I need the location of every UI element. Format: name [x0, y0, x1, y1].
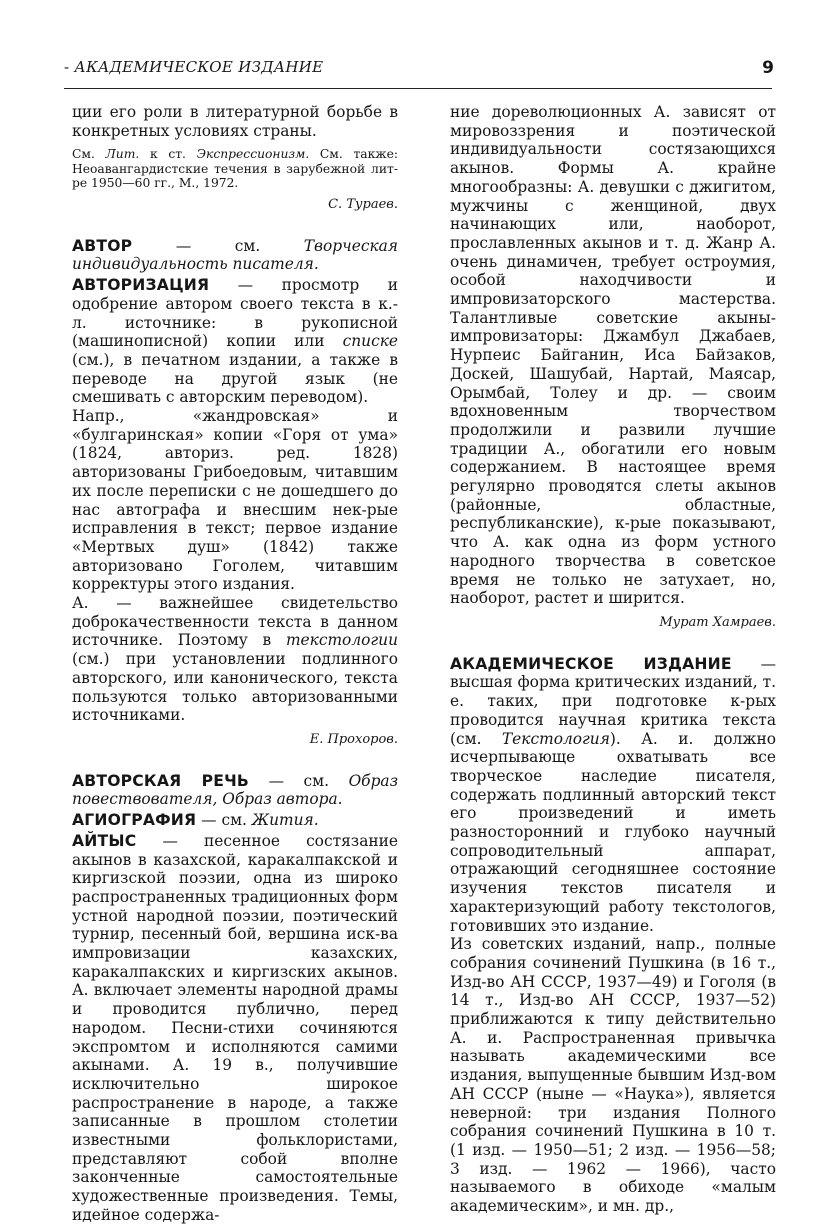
continued-paragraph: ции его роли в литературной борьбе в конкретных условиях страны. [72, 103, 398, 140]
continued-paragraph: ние дореволюционных А. зависят от мировоззрения и поэтической индивидуальности состязающихся акынов. Формы А. крайне многообразны: А. девушки с джигитом, мужчины с женщиной, двух начинающих или, наоборот, прославленных акынов и т. д. Жанр А. очень динамичен, требует остроумия, особой находчивости и импровизаторского мастерства. Талантливые советские акыны-импровизаторы: Джамбул Джабаев, Нурпеис Байганин, Иса Байзаков, Доскей, Шашубай, Нартай, Маясар, Орымбай, Толеу и др. — своим вдохновенным творчеством продолжили и развили лучшие традиции А., обогатили его новым содержанием. В настоящее время регулярно проводятся слеты акынов (районные, областные, республиканские), к-рые показывают, что А. как одна из форм устного народного творчества в советское время не только не затухает, но, наоборот, растет и ширится. [450, 103, 776, 608]
running-head: - АКАДЕМИЧЕСКОЕ ИЗДАНИЕ [64, 58, 324, 76]
headword: АВТОРСКАЯ РЕЧЬ [72, 771, 250, 790]
author-signature: Е. Прохоров. [309, 732, 398, 747]
headword: АЙТЫС [72, 831, 137, 850]
right-column [450, 103, 776, 1216]
headword: АВТОРИЗАЦИЯ [72, 276, 210, 295]
paragraph: Из советских изданий, напр., полные собрания сочинений Пушкина (в 16 т., Изд-во АН СССР, 1937—49) и Гоголя (в 14 т., Изд-во АН СССР, 1937—52) приближаются к типу действительно А. и. Распространенная привычка называть академическими все издания, выпущенные бывшим Изд-вом АН СССР (ныне — «Наука»), является неверной: три издания Полного собрания сочинений Пушкина в 10 т. (1 изд. — 1950—51; 2 изд. — 1956—58; 3 изд. — 1962 — 1966), часто называемого в обиходе «малым академическим», и мн. др., [450, 935, 776, 1216]
entry-avtorizatsiya: АВТОРИЗАЦИЯ — просмотр и одобрение автором своего текста в к.-л. источнике: в рукописной (машинописной) копии или списке (см.), в печатном издании, а также в переводе на другой язык (не смешивать с авторским переводом). Напр., «жандровская» и «булгаринская» копии «Горя от ума» (1824, авториз. ред. 1828) авторизованы Грибоедовым, читавшим их после переписки с не дошедшего до нас автографа и внесшим нек-рые исправления в текст; первое издание «Мертвых душ» (1842) также авторизовано Гоголем, читавшим корректуры этого издания. А. — важнейшее свидетельство доброкачественности текста в данном источнике. Поэтому в текстологии (см.) при установлении подлинного авторского, или канонического, текста пользуются только авторизованными источниками. Е. Прохоров. [72, 276, 398, 750]
page-number: 9 [762, 58, 774, 78]
author-signature: Мурат Хамраев. [659, 614, 776, 630]
entry-akademicheskoe-izdanie: АКАДЕМИЧЕСКОЕ ИЗДАНИЕ — высшая форма критических изданий, т. е. таких, при подготовке к-рых проводится научная критика текста (см. Текстология). А. и. должно исчерпывающе охватывать все творческое наследие писателя, содержать подлинный авторский текст его произведений и иметь разносторонний и глубоко научный сопроводительный аппарат, отражающий сегодняшнее состояние изучения текстов писателя и характеризующий работу текстологов, готовивших это издание. Из советских изданий, напр., полные собрания сочинений Пушкина (в 16 т., Изд-во АН СССР, 1937—49) и Гоголя (в 14 т., Изд-во АН СССР, 1937—52) приближаются к типу действительно А. и. Распространенная привычка называть академическими все издания, выпущенные бывшим Изд-вом АН СССР (ныне — «Наука»), является неверной: три издания Полного собрания сочинений Пушкина в 10 т. (1 изд. — 1950—51; 2 изд. — 1956—58; 3 изд. — 1962 — 1966), часто называемого в обиходе «малым академическим», и мн. др., [450, 654, 776, 1216]
entry-avtorskaya-rech: АВТОРСКАЯ РЕЧЬ — см. Образ повествователя, Образ автора. [72, 771, 398, 809]
entry-avtor: АВТОР — см. Творческая индивидуальность писателя. [72, 236, 398, 274]
paragraph: А. — важнейшее свидетельство доброкачественности текста в данном источнике. Поэтому в текстологии (см.) при установлении подлинного авторского, или канонического, текста пользуются только авторизованными источниками. [72, 594, 398, 725]
reference-note: См. Лит. к ст. Экспрессионизм. См. также: Неоавангардистские течения в зарубежной лит-ре 1950—60 гг., М., 1972. [72, 147, 398, 190]
page-header [64, 56, 772, 89]
author-signature: С. Тураев. [328, 197, 398, 213]
headword: АГИОГРАФИЯ [72, 811, 197, 830]
headword: АКАДЕМИЧЕСКОЕ ИЗДАНИЕ [450, 654, 732, 673]
entry-aitys: АЙТЫС — песенное состязание акынов в казахской, каракалпакской и киргизской поэзии, одна из широко распространенных традиционных форм устной народной поэзии, поэтический турнир, песенный бой, вершина иск-ва импровизации казахских, каракалпакских и киргизских акынов. А. включает элементы народной драмы и проводится публично, перед народом. Песни-стихи сочиняются экспромтом и исполняются самими акынами. А. 19 в., получившие исключительно широкое распространение в народе, а также записанные в прошлом столетии известными фольклористами, представляют собой вполне законченные самостоятельные художественные произведения. Темы, идейное содержа- [72, 831, 398, 1224]
paragraph: Напр., «жандровская» и «булгаринская» копии «Горя от ума» (1824, авториз. ред. 1828) авторизованы Грибоедовым, читавшим их после переписки с не дошедшего до нас автографа и внесшим нек-рые исправления в текст; первое издание «Мертвых душ» (1842) также авторизовано Гоголем, читавшим корректуры этого издания. [72, 407, 398, 594]
left-column [72, 103, 398, 1225]
headword: АВТОР [72, 236, 133, 255]
entry-agiografiya: АГИОГРАФИЯ — см. Жития. [72, 811, 319, 830]
